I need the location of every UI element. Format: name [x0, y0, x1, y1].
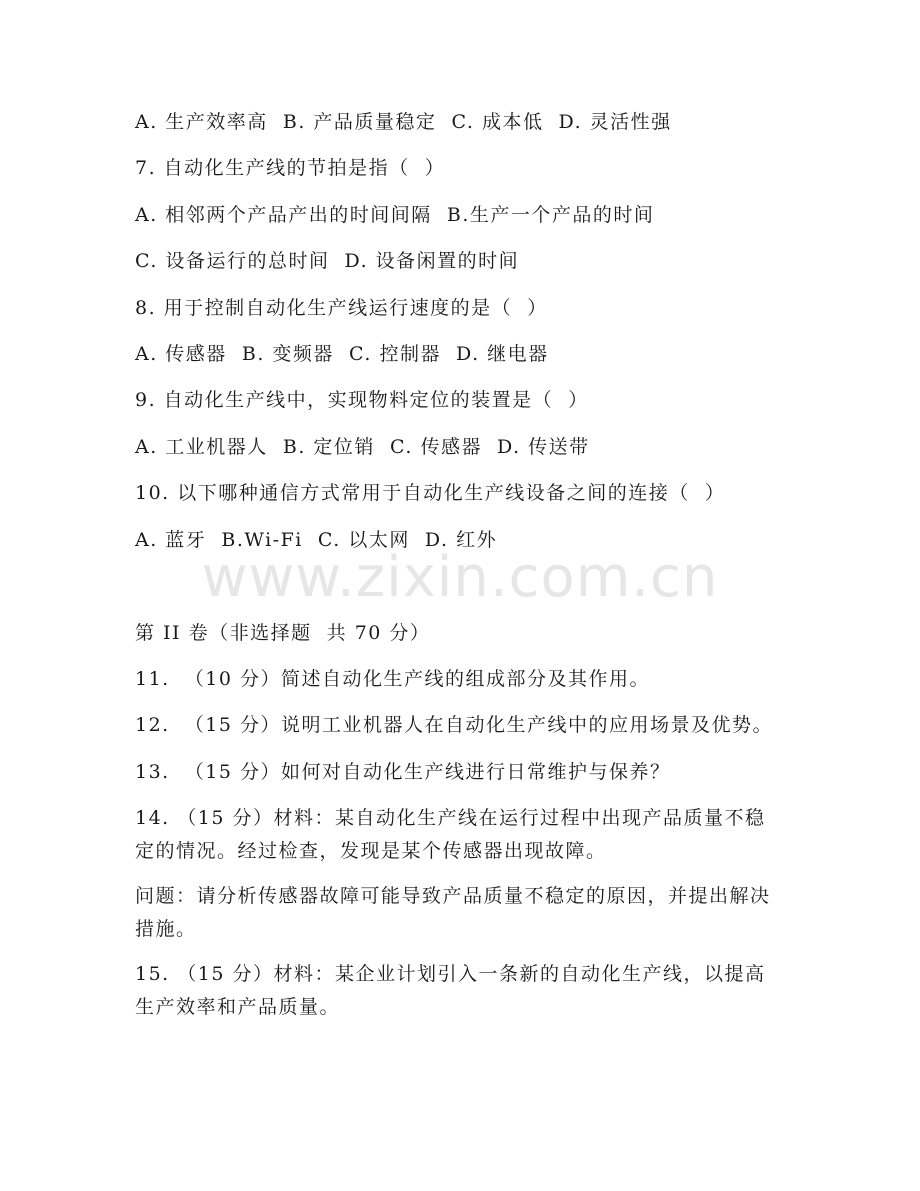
q7-options-cd: C. 设备运行的总时间 D. 设备闲置的时间: [135, 250, 520, 272]
q7-stem: 7. 自动化生产线的节拍是指（ ）: [135, 157, 446, 179]
q9-options: A. 工业机器人 B. 定位销 C. 传感器 D. 传送带: [135, 436, 590, 458]
q8-stem: 8. 用于控制自动化生产线运行速度的是（ ）: [135, 297, 548, 319]
section-title: 第 II 卷（非选择题 共 70 分）: [135, 622, 431, 644]
q10-options: A. 蓝牙 B.Wi-Fi C. 以太网 D. 红外: [135, 529, 498, 551]
q10-stem: 10. 以下哪种通信方式常用于自动化生产线设备之间的连接（ ）: [135, 482, 726, 504]
q14-question: 问题：请分析传感器故障可能导致产品质量不稳定的原因，并提出解决措施。: [135, 885, 771, 940]
q8-options: A. 传感器 B. 变频器 C. 控制器 D. 继电器: [135, 343, 549, 365]
q13: 13. （15 分）如何对自动化生产线进行日常维护与保养？: [135, 761, 671, 783]
watermark: www.zixin.com.cn: [201, 545, 719, 610]
q15-material: 15. （15 分）材料：某企业计划引入一条新的自动化生产线，以提高生产效率和产品质量。: [135, 963, 766, 1018]
q14-material: 14. （15 分）材料：某自动化生产线在运行过程中出现产品质量不稳定的情况。经过检查，发现是某个传感器出现故障。: [135, 807, 766, 862]
q9-stem: 9. 自动化生产线中，实现物料定位的装置是（ ）: [135, 389, 589, 411]
q12: 12. （15 分）说明工业机器人在自动化生产线中的应用场景及优势。: [135, 714, 774, 736]
q7-options-ab: A. 相邻两个产品产出的时间间隔 B.生产一个产品的时间: [135, 204, 655, 226]
q6-options: A. 生产效率高 B. 产品质量稳定 C. 成本低 D. 灵活性强: [135, 111, 672, 133]
q11: 11. （10 分）简述自动化生产线的组成部分及其作用。: [135, 668, 651, 690]
